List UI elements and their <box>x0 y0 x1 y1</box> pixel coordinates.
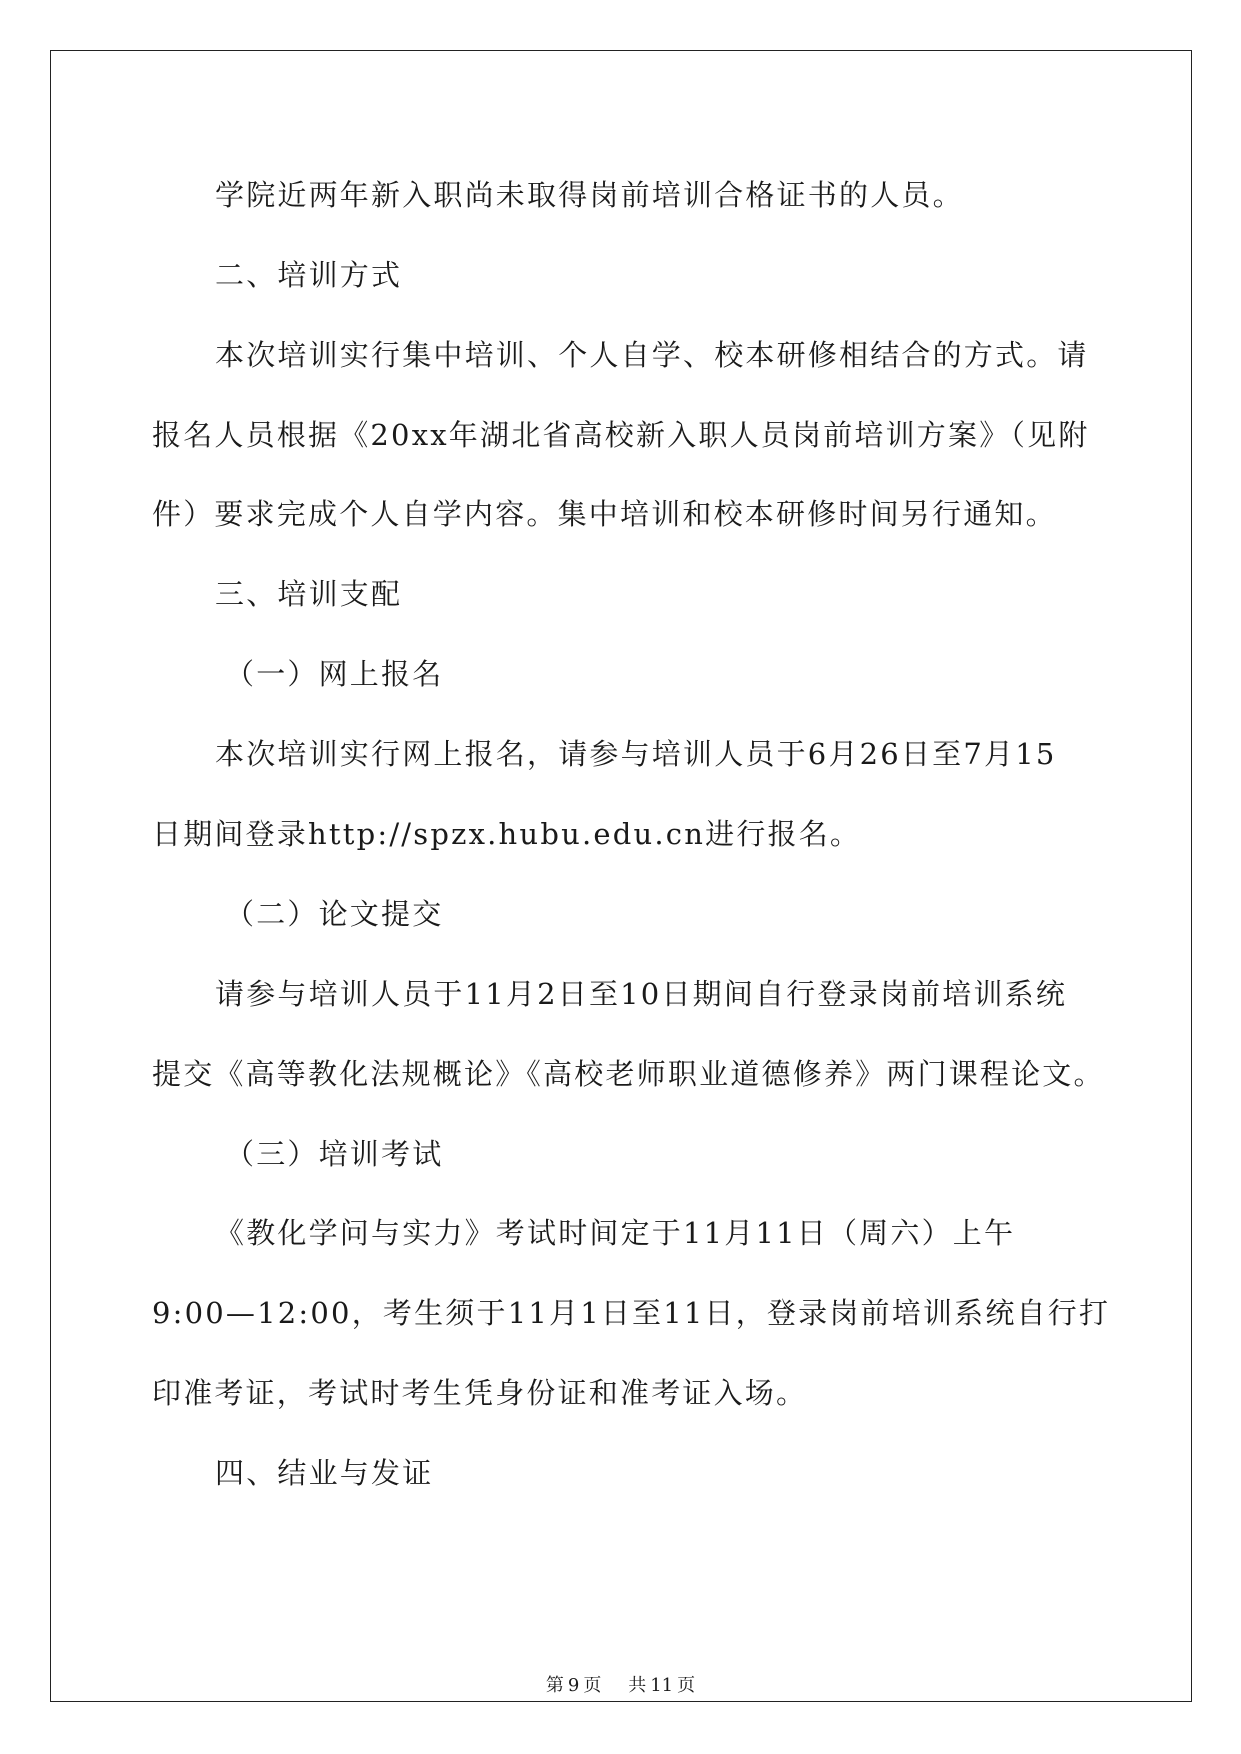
text-line: 印准考证，考试时考生凭身份证和准考证入场。 <box>152 1376 808 1410</box>
text-line: 学院近两年新入职尚未取得岗前培训合格证书的人员。 <box>215 178 964 212</box>
page-suffix: 页 <box>583 1675 602 1696</box>
text-line: 《教化学问与实力》考试时间定于11月11日（周六）上午 <box>215 1216 1016 1250</box>
text-line-with-link: 日期间登录http://spzx.hubu.edu.cn进行报名。 <box>152 817 862 851</box>
text-line: 件）要求完成个人自学内容。集中培训和校本研修时间另行通知。 <box>152 497 1057 531</box>
page-footer <box>0 1675 1241 1697</box>
text-line: 本次培训实行网上报名，请参与培训人员于6月26日至7月15 <box>215 737 1057 771</box>
text-line: 本次培训实行集中培训、个人自学、校本研修相结合的方式。请 <box>215 338 1089 372</box>
page-prefix: 第 <box>545 1675 564 1696</box>
subsection-heading: （一）网上报名 <box>225 657 444 691</box>
section-heading: 二、培训方式 <box>215 258 403 292</box>
total-prefix: 共 <box>628 1675 647 1696</box>
page-border <box>50 50 1192 1702</box>
total-pages: 11 <box>650 1675 674 1696</box>
text-line: 请参与培训人员于11月2日至10日期间自行登录岗前培训系统 <box>215 977 1068 1011</box>
section-heading: 三、培训支配 <box>215 577 403 611</box>
subsection-heading: （二）论文提交 <box>225 897 444 931</box>
total-suffix: 页 <box>677 1675 696 1696</box>
page-number: 9 <box>567 1675 580 1696</box>
subsection-heading: （三）培训考试 <box>225 1137 444 1171</box>
section-heading: 四、结业与发证 <box>215 1456 434 1490</box>
text-line: 报名人员根据《20xx年湖北省高校新入职人员岗前培训方案》（见附 <box>152 418 1090 452</box>
text-line: 提交《高等教化法规概论》《高校老师职业道德修养》两门课程论文。 <box>152 1057 1105 1091</box>
text-line: 9:00—12:00，考生须于11月1日至11日，登录岗前培训系统自行打 <box>152 1296 1111 1330</box>
